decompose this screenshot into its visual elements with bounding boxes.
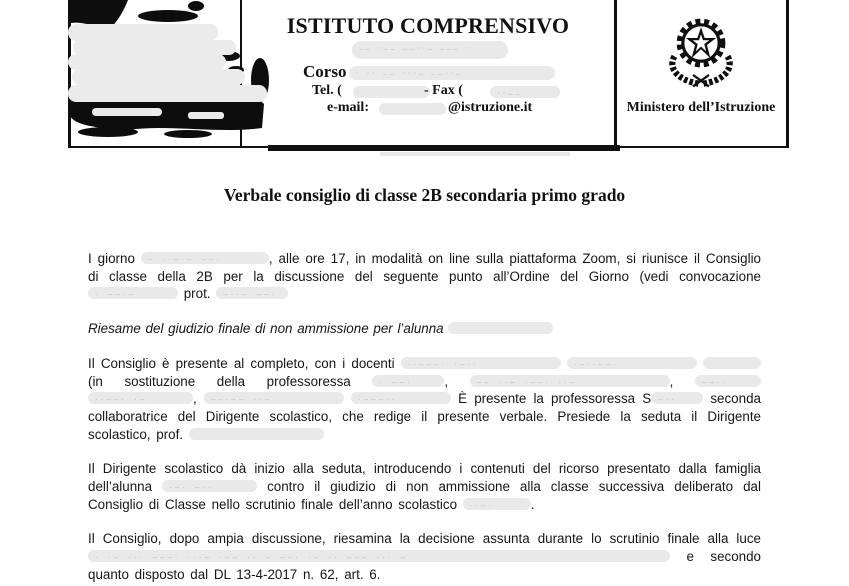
redaction-mark: ––·· <box>695 375 761 387</box>
redacted-phone <box>353 86 430 98</box>
fax-label: - Fax ( <box>424 83 463 98</box>
body-text: , <box>444 373 470 389</box>
body-text: Riesame del giudizio finale di non ammissione per l’alunna <box>88 321 449 337</box>
italy-republic-emblem-icon <box>661 12 741 95</box>
redaction-mark <box>703 357 761 369</box>
redaction-mark: · ––·– <box>88 287 178 299</box>
redaction-mark: – ··–·– ––· <box>141 252 269 264</box>
body-text: Il Consiglio, dopo ampia discussione, riesamina la decisione assunta durante lo scrutinio finale alla luce <box>88 531 761 547</box>
paragraph <box>88 530 761 583</box>
document-body <box>88 250 761 586</box>
paragraph <box>88 320 761 338</box>
body-text: , <box>193 391 204 407</box>
redaction-mark: ··–––· ·–·· <box>401 357 561 369</box>
redaction-mark: –·· <box>651 392 703 404</box>
school-logo-icon <box>68 0 269 140</box>
school-name: ISTITUTO COMPRENSIVO <box>286 13 570 38</box>
paragraph <box>88 355 761 444</box>
redaction-mark: ·–––·· <box>351 392 451 404</box>
table-border-bottom-thick <box>268 145 620 151</box>
paragraph <box>88 460 761 513</box>
body-text <box>344 391 351 406</box>
body-text: prot. <box>178 286 217 302</box>
redaction-mark <box>189 428 324 440</box>
redaction-mark: –– ··– ·––· ··– <box>470 375 670 387</box>
body-text: , <box>669 373 695 389</box>
redaction-mark: · ––· <box>372 375 444 387</box>
redacted-school-name: –– ·–– ––··– ––– · <box>352 41 508 59</box>
scan-smudge <box>380 152 570 156</box>
phone-label: Tel. ( <box>312 83 342 98</box>
redaction-mark: · ·– ··· –––· ···– ·–– ·· – ––· ·– ·· ––– ··· – <box>88 550 670 562</box>
redaction-mark: ––·–– ··– <box>204 392 344 404</box>
body-text: Il Consiglio è presente al completo, con i docenti <box>88 355 401 371</box>
table-border-right <box>786 0 789 148</box>
body-text <box>561 356 567 371</box>
redaction-mark: –··– ––· <box>216 287 288 299</box>
redaction-mark: ··––· ·– <box>88 392 193 404</box>
body-text: seconda collaboratrice del Dirigente scolastico, che redige il presente verbale. Presiede la seduta il Dirigente scolastico, prof. <box>88 391 761 442</box>
body-text: , alle ore 17, in modalità on line sulla piattaforma Zoom, si riunisce il Consiglio di classe della 2B per la discussione del seguente punto all’Ordine del Giorno (vedi convocazione <box>88 251 761 284</box>
redaction-mark: ·–· –·· <box>162 480 257 492</box>
redaction-mark: ·–··––· <box>567 357 697 369</box>
address-label: Corso <box>303 62 347 81</box>
body-text: contro il giudizio di non ammissione alla classe successiva deliberato dal Consiglio di Classe nello scrutinio finale dell’anno scolastico <box>88 479 761 512</box>
redaction-mark: ··–· <box>463 498 531 510</box>
redacted-fax: ··–– <box>490 86 560 98</box>
body-text: È presente la professoressa S <box>451 391 652 407</box>
redaction-mark <box>448 322 553 334</box>
redacted-email-user <box>379 103 446 115</box>
email-domain: @istruzione.it <box>448 100 533 115</box>
school-logo-redacted-icon <box>68 0 269 140</box>
body-text: . <box>530 496 535 512</box>
body-text: (in sostituzione della professoressa <box>88 373 373 389</box>
body-text: I giorno <box>88 251 141 266</box>
email-label: e-mail: <box>327 100 369 115</box>
body-text: e secondo quanto disposto dal DL 13-4-2017 n. 62, art. 6. <box>88 549 761 582</box>
body-text: Il Dirigente scolastico dà inizio alla seduta, introducendo i contenuti del ricorso presentato dalla famiglia dell’alunna <box>88 461 761 495</box>
page-title: Verbale consiglio di classe 2B secondaria primo grado <box>223 185 626 205</box>
ministry-label: Ministero dell’Istruzione <box>626 100 776 115</box>
paragraph <box>88 250 761 303</box>
redacted-address: · ·· –– ···– ––··– <box>349 66 555 80</box>
